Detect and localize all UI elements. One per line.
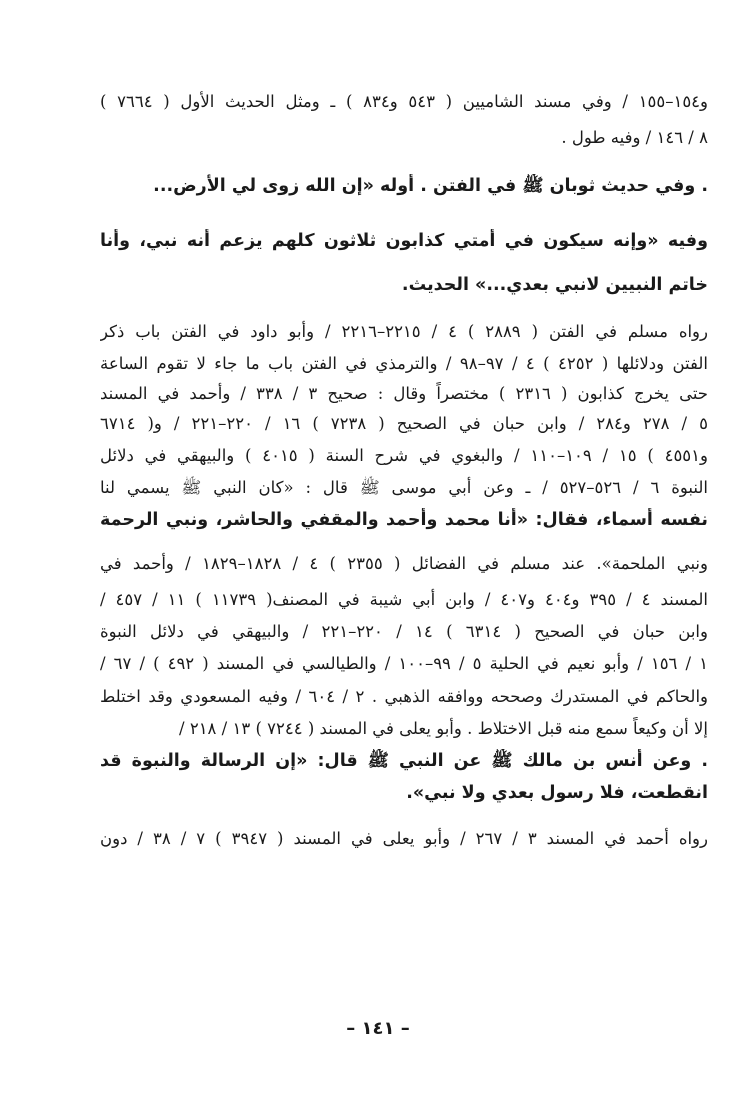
page-number: – ١٤١ – xyxy=(346,1018,410,1039)
hadith-heading: . وفي حديث ثوبان ﷺ في الفتن . أوله «إن الله زوى لي الأرض... xyxy=(153,176,708,196)
reference-line: حتى يخرج كذابون ( ٢٣١٦ ) مختصراً وقال : صحيح ٣ / ٣٣٨ / وأحمد في المسند xyxy=(100,384,708,403)
reference-line: رواه مسلم في الفتن ( ٢٨٨٩ ) ٤ / ٢٢١٥–٢٢١٦ / وأبو داود في الفتن باب ذكر xyxy=(100,322,708,341)
hadith-text: خاتم النبيين لانبي بعدي...» الحديث. xyxy=(401,275,708,295)
reference-line: رواه أحمد في المسند ٣ / ٢٦٧ / وأبو يعلى في المسند ( ٣٩٤٧ ) ٧ / ٣٨ / دون xyxy=(100,829,708,848)
hadith-text: نفسه أسماء، فقال: «أنا محمد وأحمد والمقفي والحاشر، ونبي الرحمة xyxy=(100,510,708,530)
reference-line: النبوة ٦ / ٥٢٦–٥٢٧ / ـ وعن أبي موسى ﷺ قال : «كان النبي ﷺ يسمي لنا xyxy=(100,478,708,497)
hadith-heading: . وعن أنس بن مالك ﷺ عن النبي ﷺ قال: «إن الرسالة والنبوة قد xyxy=(100,751,708,771)
hadith-text: انقطعت، فلا رسول بعدي ولا نبي». xyxy=(406,783,708,803)
footnote-line: ٨ / ١٤٦ / وفيه طول . xyxy=(561,128,708,147)
hadith-text: وفيه «وإنه سيكون في أمتي كذابون ثلاثون كلهم يزعم أنه نبي، وأنا xyxy=(100,231,708,251)
footnote-line: و١٥٤–١٥٥ / وفي مسند الشاميين ( ٥٤٣ و٨٣٤ ) ـ ومثل الحديث الأول ( ٧٦٦٤ ) xyxy=(100,92,708,111)
reference-line: وابن حبان في الصحيح ( ٦٣١٤ ) ١٤ / ٢٢٠–٢٢١ / والبيهقي في دلائل النبوة xyxy=(100,622,708,641)
reference-line: و٤٥٥١ ) ١٥ / ١٠٩–١١٠ / والبغوي في شرح السنة ( ٤٠١٥ ) والبيهقي في دلائل xyxy=(100,446,708,465)
reference-line: المسند ٤ / ٣٩٥ و٤٠٤ و٤٠٧ / وابن أبي شيبة في المصنف( ١١٧٣٩ ) ١١ / ٤٥٧ / xyxy=(100,590,708,609)
reference-line: ١ / ١٥٦ / وأبو نعيم في الحلية ٥ / ٩٩–١٠٠ / والطيالسي في المسند ( ٤٩٢ ) / ٦٧ / xyxy=(100,654,708,673)
reference-line: الفتن ودلائلها ( ٤٢٥٢ ) ٤ / ٩٧–٩٨ / والترمذي في الفتن باب ما جاء لا تقوم الساعة xyxy=(100,354,708,373)
reference-line: ونبي الملحمة». عند مسلم في الفضائل ( ٢٣٥٥ ) ٤ / ١٨٢٨–١٨٢٩ / وأحمد في xyxy=(100,554,708,573)
reference-line: والحاكم في المستدرك وصححه ووافقه الذهبي . ٢ / ٦٠٤ / وفيه المسعودي وقد اختلط xyxy=(100,687,708,706)
reference-line: ٥ / ٢٧٨ و٢٨٤ / وابن حبان في الصحيح ( ٧٢٣٨ ) ١٦ / ٢٢٠–٢٢١ / و( ٦٧١٤ xyxy=(100,414,708,433)
reference-line: إلا أن وكيعاً سمع منه قبل الاختلاط . وأبو يعلى في المسند ( ٧٢٤٤ ) ١٣ / ٢١٨ / xyxy=(179,719,708,738)
